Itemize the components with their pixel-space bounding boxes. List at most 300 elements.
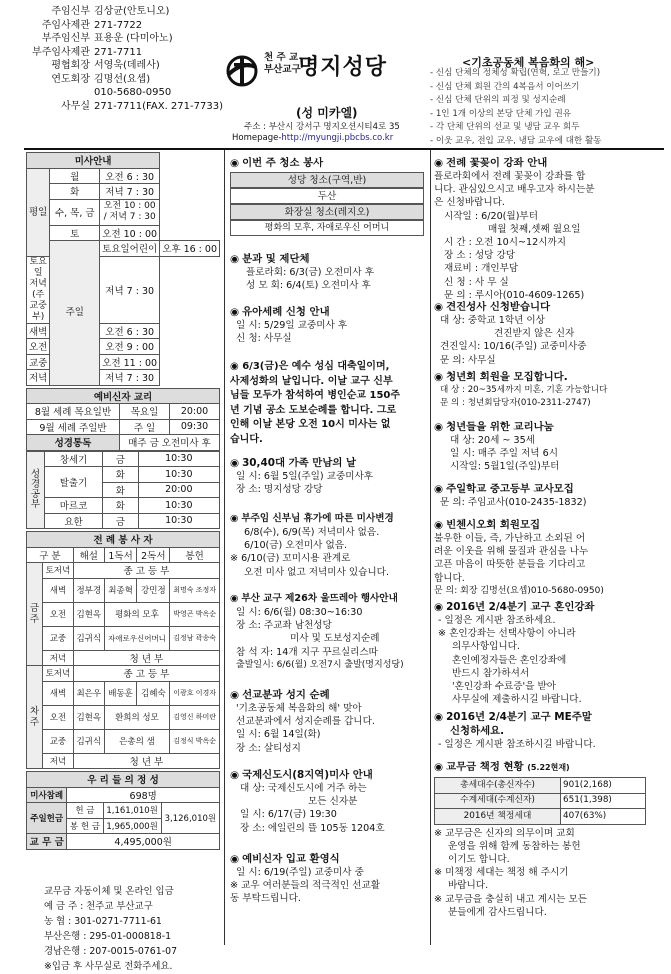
minister-mass: 저녁: [43, 650, 74, 666]
section-heading: [230, 252, 424, 266]
contact-label: 부주임신부: [41, 33, 90, 44]
study-name: 마르코: [45, 498, 103, 514]
dues-label: 교 무 금: [27, 834, 67, 850]
section-line: 플로라회에서 전례 꽃꽂이 강좌를 합: [434, 171, 586, 182]
section-heading: [434, 482, 666, 496]
minister-name: 김영신 하미란: [170, 705, 220, 729]
dues-note: ※ 미책정 세대는 책정 해 주시기: [434, 867, 569, 879]
mass-time: 오전 6 : 30: [100, 323, 160, 339]
contact-row: [26, 59, 208, 73]
mass-time: 저녁 7 : 30: [100, 370, 160, 386]
bullet-icon: ◉: [434, 711, 444, 723]
weekday-label: 평일: [27, 168, 50, 256]
theme-title: <기초공동체 복음화의 해>: [462, 56, 595, 69]
section-line: 대 상: 20세 ~ 35세: [450, 435, 535, 446]
minister-group: 종 고 등 부: [73, 563, 219, 579]
mass-day: 저녁: [27, 370, 50, 386]
minister-mass: 교중: [43, 729, 74, 753]
class-day: 주 일: [119, 419, 169, 435]
dues-note: 바랍니다.: [448, 880, 489, 892]
minister-name: 김귀식: [73, 626, 104, 650]
address-line: 주소 : 부산시 강서구 명지오션시티4로 35: [244, 122, 400, 132]
dues-label: 총세대수(총신자수): [435, 778, 561, 794]
section-line: ※ 교우 여러분들의 적극적인 선교활: [230, 880, 380, 892]
contact-label: 연도회장: [51, 73, 90, 85]
section-title: 30,40대 가족 만남의 날: [242, 457, 357, 469]
contact-value: 271-7711: [94, 46, 143, 58]
bullet-icon: ◉: [230, 253, 240, 265]
mass-day: 화: [50, 184, 100, 200]
section-title: 빈첸시오회 회원모집: [446, 519, 541, 531]
section-title: 부주임 신부님 휴가에 따른 미사변경: [241, 513, 394, 524]
section-line: 일 시: 매주 주일 저녁 6시: [450, 448, 558, 460]
minister-mass: 저녁: [43, 753, 74, 769]
section-line: 문 의 : 청년회담당자(010-2311-2747): [440, 398, 591, 409]
dues-value: 4,495,000원: [67, 834, 220, 850]
section-heading: [434, 600, 666, 614]
minister-name: 최종혁: [104, 578, 137, 602]
section-line: 사무실에 제출하시길 바랍니다.: [452, 694, 582, 706]
minister-mass: 새벽: [43, 578, 74, 602]
district-section: [230, 592, 424, 672]
section-line: 일 시: 6월 5일(주일) 교중미사후: [236, 471, 374, 482]
section-line: 장 소: 살티성지: [236, 742, 301, 754]
minister-name: 강민정: [137, 578, 170, 602]
section-title: 청년들을 위한 교리나눔: [446, 421, 554, 433]
notice-line: 인해 이날 본당 오전 10시 미사는 없: [230, 419, 391, 430]
section-line: 매월 첫째,셋째 월요일: [488, 223, 581, 235]
cleaning-row: 성당 청소(구역,반): [230, 172, 424, 188]
section-line: 견진받지 않은 신자: [494, 328, 575, 340]
cash-label: 헌 금: [67, 803, 103, 819]
split-section: [230, 252, 424, 292]
section-line: 신 청: 사무실: [236, 333, 292, 345]
contact-label: 사무실: [61, 100, 90, 112]
mass-day: 수, 목, 금: [50, 199, 100, 225]
section-title: 청년회 회원을 모집합니다.: [446, 371, 568, 383]
sunday-label: 주일: [50, 241, 100, 386]
contact-value: 271-7711(FAX. 271-7733): [94, 100, 223, 112]
minister-mass: 오전: [43, 602, 74, 626]
notice-line: 년 기념 공소 도보순례를 합니다. 그로: [230, 404, 397, 416]
bank-line: ※입금 후 사무실로 전화주세요.: [44, 960, 173, 972]
dues-note: 운영을 위해 함께 동참하는 봉헌: [448, 840, 581, 852]
bible-reading-label: 성경통독: [27, 435, 120, 451]
contact-value: 김상균(안토니오): [94, 6, 170, 17]
section-title: 예비신자 입교 환영식: [242, 853, 340, 865]
contact-label: 주임신부: [51, 6, 90, 17]
section-heading: [230, 768, 426, 782]
class-time: 20:00: [170, 404, 220, 420]
minister-group: 자애로우신어머니: [104, 626, 170, 650]
minister-header: 봉헌: [170, 547, 220, 563]
notice-line: 습니다.: [230, 433, 263, 445]
section-title: 유아세례 신청 안내: [242, 306, 330, 318]
attendance-value: 698명: [67, 787, 220, 803]
homepage-line: [232, 133, 400, 144]
minister-mass: 새벽: [43, 681, 74, 705]
section-line: ※ 6/10(금) 꼬미시용 관계로: [230, 553, 351, 565]
sharing-section: [434, 420, 666, 474]
dues-note: 이기도 합니다.: [448, 853, 510, 865]
welcome-section: [230, 852, 424, 906]
minister-group: 청 년 부: [73, 753, 219, 769]
cleaning-section: [230, 156, 424, 236]
section-title: 국제신도시(8지역)미사 안내: [242, 769, 373, 781]
bible-reading-value: 매주 금 오전미사 후: [119, 435, 219, 451]
section-line: 동 부탁드립니다.: [230, 893, 301, 905]
section-line: 시 간 : 오전 10시~12시까지: [444, 237, 567, 249]
bullet-icon: ◉: [434, 421, 444, 433]
cleaning-row: 두산: [230, 188, 424, 204]
cash-value: 1,161,010원: [103, 803, 161, 819]
bank-line: 농 협 : 301-0271-7711-61: [44, 915, 162, 927]
org-name-line: 부산교구: [264, 64, 301, 75]
attendance-label: 미사참례: [27, 787, 67, 803]
section-line: 일 시: 6/19(주일) 교중미사 중: [236, 867, 364, 878]
minister-name: 김정남 곽송숙: [170, 626, 220, 650]
dues-value: 651(1,398): [561, 793, 646, 809]
notice-line: [230, 360, 426, 375]
bullet-icon: ◉: [434, 301, 444, 313]
section-line: 6/8(수), 6/9(목) 저녁미사 없음.: [244, 527, 380, 538]
bible-study-label: 성경공부: [27, 451, 45, 529]
study-name: 요한: [45, 513, 103, 529]
contact-row: [26, 5, 208, 19]
section-line: 문 의 : 루시아(010-4609-1265): [444, 289, 585, 301]
class-day: 목요일: [119, 404, 169, 420]
offering-table: [26, 771, 220, 850]
minister-name: 김현옥: [73, 705, 104, 729]
notice-section: [230, 360, 426, 447]
contact-row: [26, 100, 223, 114]
study-day: 화: [103, 482, 139, 498]
minister-name: 김정식 박옥순: [170, 729, 220, 753]
theme-list: [430, 67, 662, 148]
org-name: [264, 52, 301, 76]
notice-line: 님들 모두가 참석하여 병인순교 150주: [230, 390, 401, 401]
mass-day: 토요일어린이: [100, 241, 160, 257]
me-section: [434, 710, 666, 751]
section-line: 시작일 : 6/20(월)부터: [444, 210, 538, 222]
contact-value: 표용운 (다미아노): [94, 33, 173, 44]
mass-time: 저녁 7 : 30: [100, 184, 160, 200]
offering-title: 우 리 들 의 정 성: [27, 772, 220, 788]
section-line: 고픈 마음이 따뜻한 분들을 기다리고: [434, 559, 586, 571]
bullet-icon: ◉: [230, 853, 240, 865]
bullet-icon: ◉: [230, 593, 239, 604]
section-heading: [434, 370, 666, 384]
section-line: 대 상: 국제신도시에 거주 하는: [240, 783, 367, 794]
bible-study-table: [26, 451, 220, 530]
contact-label: 부주임사제관: [32, 46, 90, 58]
dues-section: [434, 760, 666, 919]
class-name: 8월 세례 목요일반: [27, 404, 120, 420]
contact-value: 010-5680-0950: [94, 87, 172, 98]
section-line: 참 석 자: 14개 지구 꾸르실리스따: [236, 646, 378, 658]
section-title: 2016년 2/4분기 교구 혼인강좌: [446, 601, 595, 613]
minister-name: 최명숙 조정자: [170, 578, 220, 602]
ministers-table: [26, 531, 220, 769]
section-line: 일 시: 6월 14일(화): [236, 729, 321, 741]
section-heading: [230, 852, 424, 866]
minister-mass: 토저녁: [43, 666, 74, 682]
minister-name: 이광호 이경자: [170, 681, 220, 705]
minister-header: 1독서: [104, 547, 137, 563]
dues-label: 수계세대(수계신자): [435, 793, 561, 809]
section-heading: [434, 300, 666, 314]
patron-saint: (성 미카엘): [296, 106, 358, 120]
notice-text: 6/3(금)은 예수 성심 대축일이며,: [242, 361, 390, 372]
section-line: 장 소 : 성당 강당: [444, 250, 516, 262]
contact-label: 평협회장: [51, 60, 90, 71]
church-logo-icon: [222, 53, 262, 89]
section-heading: [434, 518, 666, 532]
mass-day: 월: [50, 168, 100, 184]
cleaning-row: 화장실 청소(레지오): [230, 204, 424, 220]
mass-day: 토요일 저녁 (주교중부): [27, 256, 50, 323]
class-time: 09:30: [170, 419, 220, 435]
mass-time: 오전 10 : 00: [100, 225, 160, 241]
contact-row: [26, 73, 208, 87]
column-divider: [430, 150, 431, 945]
section-title: 이번 주 청소 봉사: [242, 157, 324, 169]
section-line: 선교분과에서 성지순례를 갑니다.: [236, 716, 375, 728]
section-line: 장 소: 주교좌 남천성당: [236, 620, 332, 632]
dues-value: 901(2,168): [561, 778, 646, 794]
bullet-icon: ◉: [434, 371, 444, 383]
class-name: 9월 세례 주일반: [27, 419, 120, 435]
section-line: 대 상: 중학교 1학년 이상: [440, 315, 545, 326]
section-line: 혼인예정자들은 혼인강좌에: [452, 654, 567, 666]
minister-header: 구 분: [27, 547, 74, 563]
section-title: 주일학교 중고등부 교사모집: [446, 483, 574, 495]
section-line: 반드시 참가하셔서: [452, 667, 530, 679]
section-line: 플로라회: 6/3(금) 오전미사 후: [246, 267, 374, 278]
this-week-label: 금주: [27, 563, 43, 666]
theme-item: - 신심 단체의 정체성 확립(연혁, 로고 만들기): [430, 68, 601, 78]
section-heading: [434, 760, 666, 775]
bullet-icon: ◉: [230, 513, 239, 524]
section-line: 일 시: 6/17(금) 19:30: [240, 809, 337, 821]
header-contacts: [26, 5, 223, 113]
mass-time: 오전 10 : 00 / 저녁 7 : 30: [100, 199, 160, 225]
minister-name: 정부경: [73, 578, 104, 602]
section-heading: [230, 592, 424, 606]
dues-note: ※ 교무금을 충실히 내고 계시는 모든: [434, 893, 588, 905]
bullet-icon: ◉: [230, 361, 243, 372]
dues-note: ※ 교무금은 신자의 의무이며 교회: [434, 827, 575, 839]
vacation-section: [230, 512, 424, 579]
dues-date: (5.22현재): [527, 763, 570, 772]
notice-line: 사제성화의 날입니다. 이날 교구 신부: [230, 375, 393, 387]
next-week-label: 차주: [27, 666, 43, 769]
minister-mass: 교중: [43, 626, 74, 650]
teacher-section: [434, 482, 666, 509]
envelope-value: 1,965,000원: [103, 818, 161, 834]
study-time: 10:30: [138, 467, 219, 483]
contact-label: 주임사제관: [41, 19, 90, 31]
minister-group: 종 고 등 부: [73, 666, 219, 682]
bank-line: 예 금 주 : 천주교 부산교구: [44, 900, 153, 912]
study-time: 20:00: [138, 482, 219, 498]
section-line: '혼인강좌 수료증'을 받아: [452, 681, 557, 693]
org-name-line: 천 주 교: [264, 52, 299, 63]
infant-section: [230, 305, 424, 345]
catechumen-title: 예비신자 교리: [27, 388, 220, 404]
section-line: 의무사항입니다.: [452, 641, 520, 653]
dues-table: [434, 777, 646, 825]
study-name: 창세기: [45, 451, 103, 467]
marriage-section: [434, 600, 666, 706]
minister-name: 배동훈: [104, 681, 137, 705]
section-line: 모든 신자분: [308, 796, 358, 808]
study-time: 10:30: [138, 451, 219, 467]
catechumen-table: [26, 388, 220, 451]
contact-value: 271-7722: [94, 19, 143, 31]
section-line: 려운 이웃을 위해 물질과 관심을 나누: [434, 546, 589, 558]
flower-section: [434, 156, 666, 302]
mass-time: 저녁 7 : 30: [100, 256, 160, 323]
intl-section: [230, 768, 426, 835]
bullet-icon: ◉: [230, 769, 240, 781]
dues-note: 분들에게 감사드립니다.: [448, 906, 547, 918]
minister-group: 은총의 샘: [104, 729, 170, 753]
minister-name: 김현옥: [73, 602, 104, 626]
minister-name: 김혜숙: [137, 681, 170, 705]
section-heading: [434, 420, 666, 434]
section-line: 니다. 관심있으시고 배우고자 하시는분: [434, 184, 595, 196]
contact-row: [26, 19, 208, 33]
section-line: 일 시: 5/29일 교중미사 후: [236, 320, 348, 331]
envelope-label: 봉 헌 금: [67, 818, 103, 834]
column-divider: [224, 150, 225, 945]
study-time: 10:30: [138, 513, 219, 529]
section-line: - 일정은 게시판 참조하세요.: [438, 615, 556, 626]
contact-value: 서영욱(데레사): [94, 60, 160, 71]
section-line: 은 신청바랍니다.: [434, 197, 505, 209]
youth-section: [434, 370, 666, 410]
theme-item: - 1인 1개 이상의 본당 단체 가입 권유: [430, 108, 572, 119]
sunday-offering-label: 주일헌금: [27, 803, 67, 834]
bullet-icon: ◉: [434, 519, 444, 531]
mass-day: 교중: [27, 354, 50, 370]
section-line: 성 모 회: 6/4(토) 오전미사 후: [246, 280, 371, 292]
minister-name: 김귀식: [73, 729, 104, 753]
mass-day: 오전: [27, 339, 50, 355]
minister-mass: 오전: [43, 705, 74, 729]
section-line: 문 의: 사무실: [440, 354, 496, 366]
mass-time: 오전 6 : 30: [100, 168, 160, 184]
mass-time: 오전 11 : 00: [100, 354, 160, 370]
cleaning-row: 평화의 모후, 자애로우신 어머니: [230, 220, 424, 236]
section-heading: [230, 456, 424, 470]
bank-line: 교무금 자동이체 및 온라인 입금: [44, 885, 174, 897]
study-time: 10:30: [138, 498, 219, 514]
contact-value: 김명선(요셉): [94, 73, 151, 85]
minister-header: 해설: [73, 547, 104, 563]
ministers-title: 전 례 봉 사 자: [27, 532, 220, 548]
mass-schedule-table: [26, 152, 220, 386]
theme-item: - 신심 단체 회원 간의 4복음서 이어쓰기: [430, 81, 580, 92]
section-title: 부산 교구 제26차 울뜨레아 행사안내: [241, 593, 398, 604]
section-title: 교무금 책정 현황: [446, 761, 524, 773]
section-line: 장 소: 명지성당 강당: [236, 484, 323, 496]
section-line: 견진일시: 10/16(주일) 교중미사중: [440, 341, 587, 353]
theme-item: - 이웃 교우, 전입 교우, 냉담 교우에 대한 활동: [430, 135, 602, 146]
section-heading: [230, 512, 424, 526]
section-heading: [230, 688, 424, 702]
section-line: 일 시: 6/6(월) 08:30~16:30: [236, 607, 363, 618]
section-title: 분과 및 제단체: [242, 253, 310, 265]
header-divider: [24, 148, 664, 150]
dues-value: 407(63%): [561, 809, 646, 825]
section-line: 장 소: 에일린의 뜰 105동 1204호: [240, 822, 385, 834]
bank-line: 부산은행 : 295-01-000818-1: [44, 930, 172, 942]
section-line: 미사 및 도보성지순례: [290, 633, 380, 645]
mass-day: 새벽: [27, 323, 50, 339]
section-title: 2016년 2/4분기 교구 ME주말: [446, 711, 592, 723]
bullet-icon: ◉: [230, 689, 240, 701]
minister-header: 2독서: [137, 547, 170, 563]
homepage-link[interactable]: http://myungji.pbcbs.co.kr: [281, 133, 394, 143]
minister-group: 청 년 부: [73, 650, 219, 666]
mission-section: [230, 688, 424, 755]
left-column: [26, 152, 220, 974]
mass-day: 토: [50, 225, 100, 241]
section-line: 문 의: 회장 김명선(요셉)010-5680-0950): [434, 585, 604, 596]
section-title: 전례 꽃꽂이 강좌 안내: [446, 157, 548, 169]
section-line: 오전 미사 없고 저녁미사 있습니다.: [244, 566, 389, 578]
minister-group: 평화의 모후: [104, 602, 170, 626]
study-day: 금: [103, 451, 139, 467]
bullet-icon: ◉: [230, 457, 240, 469]
section-line: 불우한 이들, 즉, 가난하고 소외된 어: [434, 533, 586, 544]
bank-line: 경남은행 : 207-0015-0761-07: [44, 945, 178, 957]
minister-group: 환희의 성모: [104, 705, 170, 729]
section-line: 대 상 : 20~35세까지 미혼, 기혼 가능합니다: [440, 385, 608, 395]
section-title: 견진성사 신청받습니다: [446, 301, 551, 313]
bullet-icon: ◉: [434, 601, 444, 613]
contact-row: [26, 32, 208, 46]
section-title: 선교분과 성지 순례: [242, 689, 330, 701]
section-line: 시작일: 5월1일(주일)부터: [450, 461, 560, 473]
mass-time: 오전 9 : 00: [100, 339, 160, 355]
section-heading: [230, 305, 424, 319]
section-heading: [434, 710, 666, 724]
minister-mass: 토저녁: [43, 563, 74, 579]
contact-row: [26, 46, 208, 60]
section-line: 문 의: 주임교사(010-2435-1832): [440, 497, 587, 508]
section-title-cont: 신청하세요.: [450, 725, 505, 737]
study-name: 탈출기: [45, 467, 103, 498]
section-line: 6/10(금) 오전미사 없음.: [244, 540, 348, 552]
section-line: 재료비 : 개인부담: [444, 263, 519, 275]
section-line: 합니다.: [434, 572, 465, 584]
mass-time: 오후 16 : 00: [160, 241, 220, 257]
study-day: 화: [103, 498, 139, 514]
section-line: - 일정은 게시판 참조하시길 바랍니다.: [438, 739, 596, 750]
bullet-icon: ◉: [434, 483, 444, 495]
section-line: ※ 혼인강좌는 선택사항이 아니라: [438, 628, 576, 640]
church-address: [232, 122, 400, 144]
theme-item: - 신심 단체 단위의 피정 및 성지순례: [430, 95, 566, 105]
bullet-icon: ◉: [434, 157, 444, 169]
dues-label: 2016년 책정세대: [435, 809, 561, 825]
homepage-label: Homepage-: [232, 133, 282, 143]
bullet-icon: ◉: [434, 761, 444, 773]
minister-name: 최은우: [73, 681, 104, 705]
